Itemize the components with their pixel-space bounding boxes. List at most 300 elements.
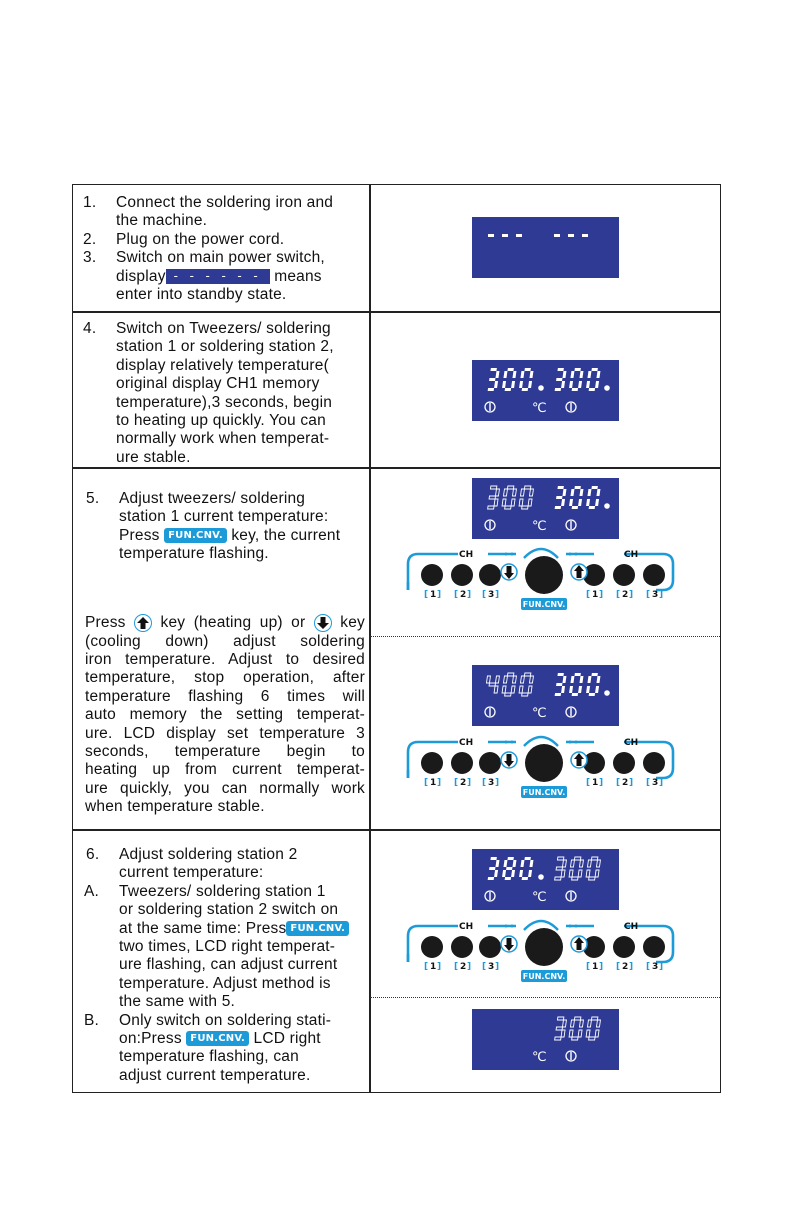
lcd-display-step4: [472, 360, 619, 421]
lcd-segment: [524, 486, 530, 489]
lcd-segment: [572, 1037, 578, 1040]
step-line: to heating up quickly. You can: [116, 412, 326, 430]
channel-button: [479, 752, 501, 774]
lcd-segment: [562, 860, 566, 867]
step-number: 5.: [86, 490, 100, 507]
celsius-unit: ℃: [532, 519, 547, 534]
lcd-segment: [589, 506, 595, 509]
inline-standby-display: - - - - - -: [166, 269, 270, 284]
lcd-segment: [574, 1017, 580, 1020]
control-panel: [398, 914, 683, 986]
main-knob: [525, 744, 563, 782]
channel-number: 2: [460, 778, 467, 788]
bracket-left: [: [482, 962, 487, 972]
bracket-left: [: [424, 590, 429, 600]
step-line: Only switch on soldering stati-: [119, 1011, 332, 1029]
lcd-segment: [512, 860, 516, 867]
lcd-segment: [556, 378, 562, 381]
lcd-degree-dot: [604, 690, 610, 696]
lcd-segment: [488, 877, 494, 880]
lcd-segment: [489, 683, 495, 686]
step-letter: A.: [84, 882, 100, 900]
lcd-segment: [562, 676, 566, 683]
bracket-left: [: [424, 778, 429, 788]
panel-dot: [511, 925, 514, 928]
step-line: Switch on main power switch,: [116, 249, 325, 267]
lcd-segment: [507, 857, 513, 860]
lcd-segment: [494, 870, 498, 877]
lcd-segment: [494, 686, 498, 693]
step-line: temperature. Adjust method is: [119, 974, 331, 992]
fun-cnv-key-icon: FUN.CNV.: [186, 1031, 249, 1046]
step-line: Connect the soldering iron and: [116, 194, 334, 211]
lcd-segment: [502, 686, 506, 693]
channel-number: 3: [488, 590, 495, 600]
channel-number: 1: [592, 778, 599, 788]
lcd-segment: [512, 489, 516, 496]
lcd-segment: [579, 676, 583, 683]
panel-dot: [505, 925, 508, 928]
step-number: 6.: [86, 846, 100, 863]
lcd-segment: [494, 381, 498, 388]
step-line: ure flashing, can adjust current: [119, 956, 338, 974]
lcd-segment: [520, 676, 524, 683]
channel-number: 2: [460, 962, 467, 972]
channel-number: 3: [652, 590, 659, 600]
channel-button: [421, 936, 443, 958]
channel-number: 3: [652, 778, 659, 788]
lcd-segment: [557, 486, 563, 489]
para-line: temperature flashing 6 times will: [85, 687, 365, 705]
lcd-segment: [561, 381, 565, 388]
bracket-left: [: [616, 962, 621, 972]
lcd-segment: [586, 499, 590, 506]
para-line: when temperature stable.: [85, 798, 265, 816]
channel-button: [421, 564, 443, 586]
step-line: the same with 5.: [119, 993, 236, 1011]
channel-number: 3: [488, 962, 495, 972]
celsius-unit: ℃: [532, 706, 547, 721]
lcd-segment: [520, 860, 524, 867]
channel-button: [479, 564, 501, 586]
lcd-segment: [574, 486, 580, 489]
lcd-segment: [591, 486, 597, 489]
celsius-unit: ℃: [532, 401, 547, 416]
lcd-segment: [591, 673, 597, 676]
bracket-right: ]: [437, 962, 442, 972]
bracket-left: [: [646, 778, 651, 788]
channel-number: 1: [592, 962, 599, 972]
bracket-left: [: [616, 590, 621, 600]
lcd-segment: [524, 673, 530, 676]
lcd-segment: [570, 489, 574, 496]
lcd-segment: [586, 381, 590, 388]
lcd-segment: [587, 371, 591, 378]
lcd-segment: [520, 489, 524, 496]
lcd-display-step6b: [472, 1009, 619, 1070]
step-line: means: [274, 267, 322, 285]
lcd-standby-display: [472, 217, 619, 278]
bracket-right: ]: [495, 590, 500, 600]
step-number: 3.: [83, 249, 97, 267]
lcd-segment: [507, 368, 513, 371]
lcd-segment: [561, 1030, 565, 1037]
step-line: enter into standby state.: [116, 286, 287, 304]
lcd-segment: [586, 686, 590, 693]
bracket-right: ]: [659, 962, 664, 972]
lcd-segment: [522, 693, 528, 696]
lcd-degree-dot: [604, 503, 610, 509]
channel-number: 1: [430, 590, 437, 600]
lcd-segment: [490, 857, 496, 860]
lcd-segment: [562, 371, 566, 378]
lcd-segment: [495, 676, 499, 683]
step-line: Switch on Tweezers/ soldering: [116, 320, 331, 337]
lcd-segment: [557, 673, 563, 676]
lcd-segment: [555, 506, 561, 509]
row-divider: [73, 311, 720, 313]
step-line: display: [116, 267, 166, 285]
lcd-segment: [561, 686, 565, 693]
lcd-segment: [596, 489, 600, 496]
lcd-segment: [570, 860, 574, 867]
lcd-segment: [511, 686, 515, 693]
lcd-segment: [522, 388, 528, 391]
channel-button: [479, 936, 501, 958]
dotted-divider: [370, 997, 720, 998]
lcd-segment: [503, 371, 507, 378]
lcd-segment: [569, 870, 573, 877]
lcd-segment: [578, 1030, 582, 1037]
panel-dot: [569, 553, 572, 556]
lcd-segment: [524, 857, 530, 860]
bracket-right: ]: [599, 778, 604, 788]
lcd-segment: [561, 870, 565, 877]
channel-button: [613, 752, 635, 774]
lcd-segment: [572, 388, 578, 391]
lcd-segment: [495, 489, 499, 496]
lcd-display-step5: [472, 478, 619, 539]
lcd-segment: [489, 496, 495, 499]
bracket-left: [: [482, 590, 487, 600]
channel-button: [421, 752, 443, 774]
panel-dot: [575, 925, 578, 928]
lcd-segment: [572, 506, 578, 509]
lcd-segment: [578, 499, 582, 506]
lcd-segment: [587, 1020, 591, 1027]
step-line: key, the current: [231, 526, 341, 544]
lcd-segment: [503, 860, 507, 867]
row-divider: [73, 829, 720, 831]
lcd-segment: [589, 1037, 595, 1040]
fun-cnv-key-icon: FUN.CNV.: [286, 921, 349, 936]
lcd-segment: [586, 870, 590, 877]
panel-dot: [569, 741, 572, 744]
panel-dot: [505, 553, 508, 556]
fun-cnv-label: FUN.CNV.: [522, 972, 566, 981]
step-line: on:Press: [119, 1030, 182, 1048]
lcd-segment: [570, 1020, 574, 1027]
bracket-right: ]: [437, 778, 442, 788]
step-number: 2.: [83, 230, 97, 248]
lcd-segment: [507, 673, 513, 676]
lcd-segment: [561, 499, 565, 506]
lcd-segment: [488, 388, 494, 391]
control-panel: [398, 542, 683, 614]
lcd-segment: [586, 1030, 590, 1037]
lcd-segment: [570, 371, 574, 378]
down-arrow-key-icon: [314, 614, 332, 632]
lcd-segment: [506, 867, 512, 870]
lcd-segment: [486, 676, 490, 683]
fun-cnv-label: FUN.CNV.: [522, 788, 566, 797]
step-line: current temperature:: [119, 864, 264, 882]
channel-number: 1: [592, 590, 599, 600]
lcd-segment: [557, 1017, 563, 1020]
step-line: Adjust soldering station 2: [119, 846, 298, 863]
lcd-segment: [578, 870, 582, 877]
panel-dot: [575, 741, 578, 744]
para-text: key: [340, 614, 366, 632]
lcd-segment: [529, 371, 533, 378]
lcd-segment: [556, 496, 562, 499]
lcd-segment: [519, 686, 523, 693]
lcd-segment: [574, 368, 580, 371]
lcd-segment: [562, 489, 566, 496]
lcd-segment: [574, 673, 580, 676]
channel-button: [451, 564, 473, 586]
lcd-segment: [502, 499, 506, 506]
lcd-segment: [578, 381, 582, 388]
lcd-segment: [589, 388, 595, 391]
lcd-segment: [596, 860, 600, 867]
lcd-display-step6a: [472, 849, 619, 910]
lcd-segment: [490, 368, 496, 371]
lcd-segment: [595, 381, 599, 388]
para-line: temperature, stop operation, after: [85, 669, 365, 687]
lcd-segment: [522, 506, 528, 509]
lcd-segment: [569, 1030, 573, 1037]
lcd-segment: [488, 506, 494, 509]
step-line: normally work when temperat-: [116, 430, 330, 448]
step-line: temperature flashing, can: [119, 1048, 299, 1066]
lcd-degree-dot: [538, 874, 544, 880]
ch-label: CH: [624, 550, 639, 560]
lcd-segment: [502, 870, 506, 877]
lcd-segment: [555, 877, 561, 880]
bracket-right: ]: [659, 590, 664, 600]
celsius-unit: ℃: [532, 890, 547, 905]
fun-cnv-key-icon: FUN.CNV.: [164, 528, 227, 543]
bracket-left: [: [646, 590, 651, 600]
step-line: Plug on the power cord.: [116, 230, 285, 248]
lcd-segment: [511, 870, 515, 877]
lcd-segment: [579, 371, 583, 378]
lcd-segment: [591, 857, 597, 860]
step-number: 4.: [83, 320, 97, 337]
lcd-segment: [503, 489, 507, 496]
channel-button: [643, 936, 665, 958]
lcd-segment: [507, 486, 513, 489]
ch-label: CH: [624, 922, 639, 932]
lcd-segment: [556, 867, 562, 870]
bracket-left: [: [482, 778, 487, 788]
bracket-right: ]: [599, 962, 604, 972]
adjust-temperature-paragraph: [85, 614, 365, 817]
lcd-segment: [595, 686, 599, 693]
lcd-segment: [519, 381, 523, 388]
lcd-segment: [587, 860, 591, 867]
step-line: LCD right: [253, 1030, 321, 1048]
ch-label: CH: [459, 738, 474, 748]
bracket-right: ]: [629, 778, 634, 788]
para-text: Press: [85, 614, 126, 632]
step-line: station 1 current temperature:: [119, 508, 329, 526]
step-line: adjust current temperature.: [119, 1066, 311, 1084]
ch-label: CH: [624, 738, 639, 748]
step-line: Tweezers/ soldering station 1: [119, 882, 326, 900]
main-knob: [525, 556, 563, 594]
lcd-segment: [579, 489, 583, 496]
lcd-segment: [555, 388, 561, 391]
bracket-right: ]: [599, 590, 604, 600]
step-line: the machine.: [116, 212, 208, 230]
lcd-segment: [572, 693, 578, 696]
lcd-segment: [557, 368, 563, 371]
lcd-segment: [569, 499, 573, 506]
lcd-segment: [505, 693, 511, 696]
lcd-segment: [519, 870, 523, 877]
bracket-right: ]: [437, 590, 442, 600]
lcd-segment: [524, 368, 530, 371]
lcd-segment: [596, 676, 600, 683]
bracket-left: [: [454, 962, 459, 972]
lcd-segment: [511, 499, 515, 506]
step-5-text: [86, 490, 366, 564]
column-divider: [369, 185, 371, 1092]
bracket-left: [: [616, 778, 621, 788]
lcd-segment: [578, 686, 582, 693]
lcd-segment: [562, 1020, 566, 1027]
panel-dot: [505, 741, 508, 744]
lcd-segment: [596, 371, 600, 378]
ch-label: CH: [459, 922, 474, 932]
bracket-right: ]: [629, 590, 634, 600]
lcd-segment: [587, 676, 591, 683]
lcd-segment: [591, 1017, 597, 1020]
lcd-segment: [505, 506, 511, 509]
main-knob: [525, 928, 563, 966]
lcd-segment: [595, 1030, 599, 1037]
step-line: or soldering station 2 switch on: [119, 901, 339, 919]
lcd-segment: [489, 867, 495, 870]
lcd-segment: [589, 693, 595, 696]
panel-dot: [575, 553, 578, 556]
step-6-text: [86, 846, 366, 1085]
step-line: two times, LCD right temperat-: [119, 938, 336, 956]
bracket-left: [: [454, 590, 459, 600]
para-line: seconds, temperature begin to: [85, 742, 365, 760]
channel-button: [451, 752, 473, 774]
step-line: temperature flashing.: [119, 545, 269, 563]
lcd-segment: [503, 676, 507, 683]
channel-number: 2: [460, 590, 467, 600]
lcd-segment: [528, 381, 532, 388]
lcd-segment: [528, 686, 532, 693]
panel-dot: [569, 925, 572, 928]
celsius-unit: ℃: [532, 1050, 547, 1065]
lcd-segment: [589, 877, 595, 880]
lcd-segment: [529, 489, 533, 496]
step-line: at the same time: Press: [119, 919, 287, 937]
lcd-degree-dot: [604, 385, 610, 391]
lcd-segment: [572, 877, 578, 880]
lcd-segment: [555, 693, 561, 696]
channel-button: [613, 564, 635, 586]
lcd-segment: [528, 499, 532, 506]
lcd-segment: [529, 860, 533, 867]
lcd-segment: [591, 368, 597, 371]
bracket-right: ]: [629, 962, 634, 972]
lcd-segment: [489, 378, 495, 381]
step-line: station 1 or soldering station 2,: [116, 338, 334, 356]
channel-number: 3: [488, 778, 495, 788]
lcd-segment: [557, 857, 563, 860]
para-line: auto memory the setting temperat-: [85, 706, 365, 724]
panel-dot: [511, 553, 514, 556]
channel-number: 1: [430, 962, 437, 972]
fun-cnv-label: FUN.CNV.: [522, 600, 566, 609]
channel-number: 2: [622, 778, 629, 788]
para-line: (cooling down) adjust soldering: [85, 632, 365, 650]
lcd-segment: [512, 676, 516, 683]
bracket-left: [: [586, 962, 591, 972]
step-4-text: [83, 320, 363, 467]
lcd-segment: [595, 870, 599, 877]
ch-label: CH: [459, 550, 474, 560]
lcd-segment: [502, 381, 506, 388]
lcd-segment: [495, 860, 499, 867]
lcd-segment: [529, 676, 533, 683]
dotted-divider: [370, 636, 720, 637]
channel-button: [643, 752, 665, 774]
bracket-left: [: [586, 590, 591, 600]
lcd-segment: [596, 1020, 600, 1027]
lcd-segment: [569, 381, 573, 388]
lcd-segment: [505, 388, 511, 391]
bracket-right: ]: [495, 778, 500, 788]
lcd-segment: [570, 676, 574, 683]
lcd-segment: [587, 489, 591, 496]
bracket-right: ]: [467, 590, 472, 600]
bracket-left: [: [454, 778, 459, 788]
lcd-segment: [574, 857, 580, 860]
lcd-segment: [490, 486, 496, 489]
lcd-segment: [556, 683, 562, 686]
step-line: ure stable.: [116, 448, 191, 466]
para-line: ure quickly, you can normally work: [85, 779, 365, 797]
lcd-segment: [495, 371, 499, 378]
lcd-segment: [528, 870, 532, 877]
lcd-segment: [511, 381, 515, 388]
step-line: original display CH1 memory: [116, 375, 320, 393]
channel-number: 2: [622, 590, 629, 600]
lcd-degree-dot: [538, 385, 544, 391]
step-line: display relatively temperature(: [116, 356, 329, 374]
lcd-segment: [579, 860, 583, 867]
bracket-right: ]: [467, 778, 472, 788]
channel-button: [643, 564, 665, 586]
